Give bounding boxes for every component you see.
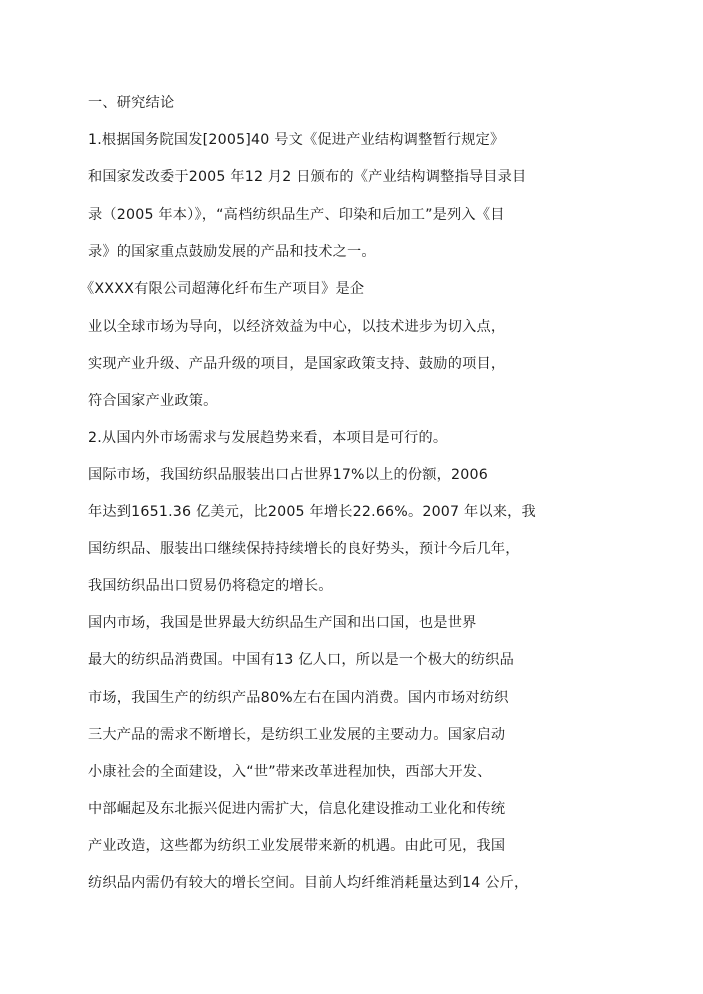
text-line: 最大的纺织品消费国。中国有13 亿人口，所以是一个极大的纺织品 <box>88 652 515 668</box>
text-line: 1.根据国务院国发[2005]40 号文《促进产业结构调整暂行规定》 <box>88 132 505 148</box>
text-line: 小康社会的全面建设，入“世”带来改革进程加快，西部大开发、 <box>88 764 492 780</box>
text-line: 和国家发改委于2005 年12 月2 日颁布的《产业结构调整指导目录目 <box>88 169 527 185</box>
text-line: 国内市场，我国是世界最大纺织品生产国和出口国，也是世界 <box>88 615 477 631</box>
text-line: 2.从国内外市场需求与发展趋势来看，本项目是可行的。 <box>88 430 448 446</box>
text-line: 年达到1651.36 亿美元，比2005 年增长22.66%。2007 年以来，我 <box>88 504 536 520</box>
text-line: 《XXXX有限公司超薄化纤布生产项目》是企 <box>80 281 365 297</box>
text-line: 产业改造，这些都为纺织工业发展带来新的机遇。由此可见，我国 <box>88 838 506 854</box>
text-line: 录（2005 年本）》，“高档纺织品生产、印染和后加工”是列入《目 <box>88 207 505 223</box>
text-line: 实现产业升级、产品升级的项目，是国家政策支持、鼓励的项目， <box>88 356 506 372</box>
text-line: 国际市场，我国纺织品服装出口占世界17%以上的份额，2006 <box>88 467 488 483</box>
text-line: 市场，我国生产的纺织产品80%左右在国内消费。国内市场对纺织 <box>88 690 509 706</box>
text-line: 符合国家产业政策。 <box>88 393 218 409</box>
text-line: 中部崛起及东北振兴促进内需扩大，信息化建设推动工业化和传统 <box>88 801 506 817</box>
text-line: 纺织品内需仍有较大的增长空间。目前人均纤维消耗量达到14 公斤， <box>88 875 529 891</box>
text-line: 我国纺织品出口贸易仍将稳定的增长。 <box>88 578 333 594</box>
text-line: 录》的国家重点鼓励发展的产品和技术之一。 <box>88 244 376 260</box>
section-heading: 一、研究结论 <box>88 95 175 111</box>
text-line: 国纺织品、服装出口继续保持持续增长的良好势头，预计今后几年， <box>88 541 520 557</box>
text-line: 三大产品的需求不断增长，是纺织工业发展的主要动力。国家启动 <box>88 727 506 743</box>
text-line: 业以全球市场为导向，以经济效益为中心，以技术进步为切入点， <box>88 319 506 335</box>
